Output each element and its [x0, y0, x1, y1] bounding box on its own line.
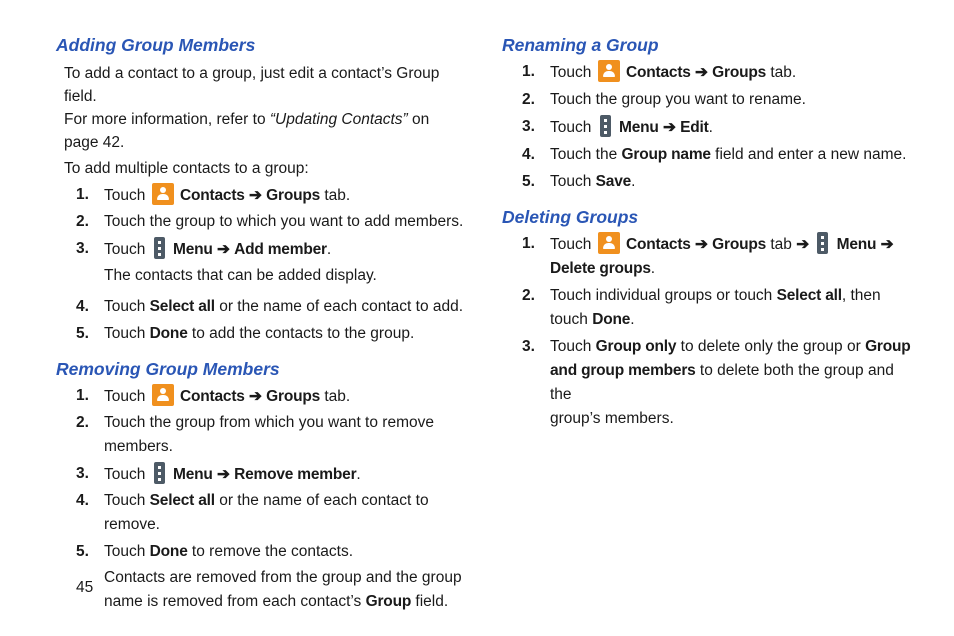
text: Touch — [104, 241, 146, 258]
arrow-icon: ➔ — [695, 64, 708, 81]
list-item — [502, 115, 912, 140]
text: members. — [104, 438, 173, 455]
list-item — [502, 88, 912, 112]
heading-deleting-groups: Deleting Groups — [502, 207, 639, 227]
step-number: 2. — [76, 414, 89, 431]
heading-renaming-a-group: Renaming a Group — [502, 35, 659, 55]
text: Touch — [104, 325, 150, 342]
arrow-icon: ➔ — [216, 466, 230, 483]
adding-intro-line1: To add a contact to a group, just edit a contact’s Group field. — [64, 65, 440, 105]
adding-steps — [56, 183, 476, 346]
list-item — [56, 462, 476, 487]
step-number: 4. — [76, 492, 89, 509]
menu-label: Menu — [173, 241, 213, 258]
list-item — [56, 237, 476, 262]
step-note: The contacts that can be added display. — [104, 267, 377, 284]
text: Touch the group to which you want to add members. — [104, 213, 464, 230]
text: Contacts are removed from the group and the group — [104, 569, 462, 586]
adding-intro-line4: To add multiple contacts to a group: — [64, 160, 309, 177]
adding-intro-line3: page 42. — [64, 134, 125, 151]
menu-icon — [600, 115, 611, 137]
list-item — [56, 183, 476, 208]
text: Touch the — [550, 146, 622, 163]
list-item — [502, 284, 912, 332]
group-only-label: Group only — [595, 338, 677, 355]
list-item — [502, 143, 912, 167]
text: . — [326, 241, 332, 258]
deleting-steps — [502, 232, 912, 431]
arrow-icon: ➔ — [662, 119, 676, 136]
text: Touch — [104, 492, 150, 509]
text: . — [708, 119, 713, 136]
group-label: Group — [865, 338, 911, 355]
menu-icon — [154, 237, 165, 259]
text: tab. — [320, 388, 351, 405]
list-item — [56, 210, 476, 234]
text: Touch — [104, 298, 150, 315]
step-number: 5. — [76, 543, 89, 560]
arrow-icon: ➔ — [216, 241, 230, 258]
text: Touch the group you want to rename. — [550, 91, 806, 108]
text: Touch — [550, 173, 596, 190]
contacts-app-icon — [598, 60, 620, 82]
menu-icon — [154, 462, 165, 484]
adding-intro-line2 — [64, 108, 476, 131]
step-number: 3. — [76, 240, 89, 257]
text: Touch — [550, 338, 596, 355]
text: Touch — [550, 64, 592, 81]
text: For more information, refer to — [64, 111, 270, 128]
step-number: 2. — [76, 213, 89, 230]
contacts-app-icon — [598, 232, 620, 254]
text: Touch — [104, 543, 150, 560]
text: or the name of each contact to add. — [214, 298, 464, 315]
contacts-label: Contacts — [626, 236, 691, 253]
groups-label: Groups — [266, 187, 321, 204]
text: . — [630, 311, 635, 328]
text: . — [631, 173, 636, 190]
step-number: 1. — [522, 63, 535, 80]
step-number: 4. — [522, 146, 535, 163]
select-all-label: Select all — [776, 287, 842, 304]
text: field. — [411, 593, 449, 610]
done-label: Done — [149, 325, 188, 342]
text: Touch — [104, 388, 146, 405]
text: to add the contacts to the group. — [187, 325, 415, 342]
text: Touch — [550, 119, 592, 136]
menu-label: Menu — [173, 466, 213, 483]
menu-icon — [817, 232, 828, 254]
step-number: 3. — [76, 465, 89, 482]
list-item — [56, 322, 476, 346]
text: or the name of each contact to remove. — [104, 492, 429, 533]
select-all-label: Select all — [149, 298, 215, 315]
text: field and enter a new name. — [710, 146, 907, 163]
text: to delete both the group and the — [550, 362, 894, 403]
done-label: Done — [592, 311, 631, 328]
text: tab. — [766, 64, 797, 81]
add-member-label: Add member — [234, 241, 327, 258]
text: , then — [841, 287, 881, 304]
list-item — [502, 170, 912, 194]
arrow-icon: ➔ — [695, 236, 708, 253]
group-field-label: Group — [365, 593, 412, 610]
edit-label: Edit — [680, 119, 709, 136]
text: tab — [766, 236, 797, 253]
group-and-members-label: and group members — [550, 362, 696, 379]
step-number: 1. — [76, 186, 89, 203]
groups-label: Groups — [712, 64, 767, 81]
text: Touch the group from which you want to remove — [104, 414, 434, 431]
contacts-label: Contacts — [626, 64, 691, 81]
text: group’s members. — [550, 410, 674, 427]
text: to remove the contacts. — [187, 543, 354, 560]
arrow-icon: ➔ — [796, 236, 810, 253]
left-column — [56, 34, 476, 614]
arrow-icon: ➔ — [249, 388, 262, 405]
save-label: Save — [595, 173, 632, 190]
done-label: Done — [149, 543, 188, 560]
text: . — [650, 260, 656, 277]
groups-label: Groups — [712, 236, 767, 253]
step-number: 2. — [522, 91, 535, 108]
remove-member-label: Remove member — [234, 466, 357, 483]
text: name is removed from each contact’s — [104, 593, 366, 610]
step-number: 2. — [522, 287, 535, 304]
list-item — [56, 295, 476, 319]
delete-groups-label: Delete groups — [550, 260, 651, 277]
text: to delete only the group or — [676, 338, 866, 355]
text: on — [407, 111, 430, 128]
list-item — [56, 384, 476, 409]
list-item — [502, 232, 912, 281]
menu-label: Menu — [619, 119, 659, 136]
step-number: 1. — [522, 235, 535, 252]
text: Touch — [550, 236, 592, 253]
text: Touch — [104, 187, 146, 204]
contacts-app-icon — [152, 384, 174, 406]
list-item — [502, 335, 912, 431]
step-note — [56, 566, 476, 614]
step-number: 5. — [522, 173, 535, 190]
heading-removing-group-members: Removing Group Members — [56, 359, 280, 379]
page-number: 45 — [76, 579, 94, 596]
step-number: 3. — [522, 118, 535, 135]
list-item — [502, 60, 912, 85]
removing-steps — [56, 384, 476, 614]
text: tab. — [320, 187, 351, 204]
step-number: 4. — [76, 298, 89, 315]
text: . — [356, 466, 361, 483]
step-number: 1. — [76, 387, 89, 404]
group-name-label: Group name — [621, 146, 711, 163]
groups-label: Groups — [266, 388, 321, 405]
contacts-label: Contacts — [180, 187, 245, 204]
text: Touch individual groups or touch — [550, 287, 777, 304]
renaming-steps — [502, 60, 912, 194]
list-item — [56, 540, 476, 564]
right-column — [502, 34, 912, 431]
list-item — [56, 411, 476, 459]
list-item — [56, 489, 476, 537]
select-all-label: Select all — [149, 492, 215, 509]
contacts-label: Contacts — [180, 388, 245, 405]
arrow-icon: ➔ — [249, 187, 262, 204]
heading-adding-group-members: Adding Group Members — [56, 35, 256, 55]
updating-contacts-reference: “Updating Contacts” — [269, 111, 408, 128]
text: Touch — [104, 466, 146, 483]
step-number: 5. — [76, 325, 89, 342]
menu-label: Menu — [836, 236, 877, 253]
step-number: 3. — [522, 338, 535, 355]
arrow-icon: ➔ — [880, 236, 894, 253]
text: touch — [550, 311, 593, 328]
contacts-app-icon — [152, 183, 174, 205]
